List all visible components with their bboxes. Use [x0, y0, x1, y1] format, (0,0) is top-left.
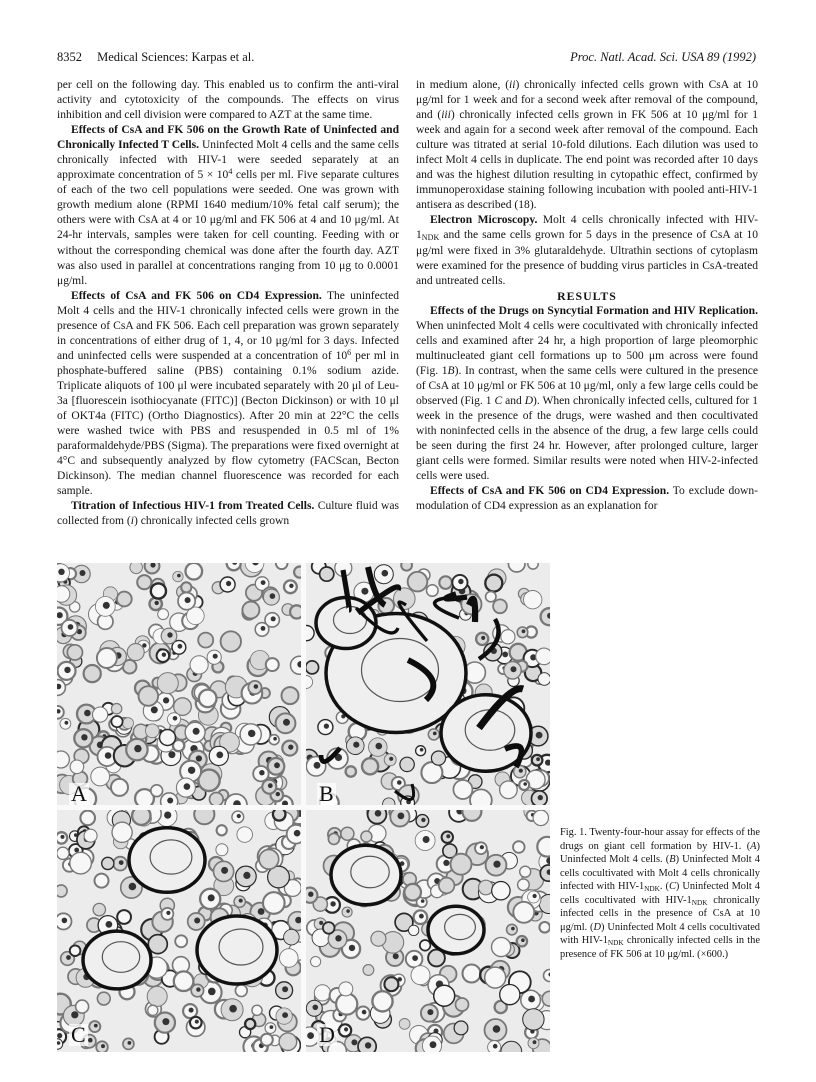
paragraph-growth-rate: Effects of CsA and FK 506 on the Growth Rate of Uninfected and Chronically Infected T Cells. Uninfected Molt 4 cells and the same cells chronically infected with HIV-1 were seeded separately at an approximate concentration of $5 \times 10^4$ cells per ml. Five separate cultures of each of the two cell populations were seeded. One was grown with growth medium alone (RPMI 1640 medium/10% fetal calf serum); the others were with CsA at 4 or 10 μg/ml and FK 506 at 4 and 10 μg/ml. At 24-hr intervals, samples were taken for cell counting. Feeding with or without the corresponding chemical was done after the fourth day. AZT was also used in parallel at concentrations ranging from 10 μg to 0.0001 μg/ml.	[57, 124, 400, 287]
panel-label-c: C	[71, 1022, 86, 1047]
panel-label-b: B	[319, 781, 334, 806]
micrograph-panels	[57, 563, 550, 1052]
run-in-heading: Electron Microscopy.	[430, 214, 538, 227]
micrograph-panel	[299, 563, 550, 813]
paragraph-cd4-expression: Effects of CsA and FK 506 on CD4 Expression. The uninfected Molt 4 cells and the HIV-1 chronically infected cells were grown in the presence of CsA and FK 506. Each cell preparation was grown separately in concentrations of either drug of 1, 4, or 10 μg/ml for 3 days. Infected and uninfected cells were suspended at a concentration of $10^6$ per ml in phosphate-buffered saline (PBS) containing 0.1% sodium azide. Triplicate aliquots of 100 μl were incubated separately with 20 μl of Leu-3a [fluorescein isothiocyanate (FITC)] (Becton Dickinson) or with 10 μl of OKT4a (FITC) (Ortho Diagnostics). After 20 min at 22°C the cells were washed twice with PBS and resuspended in 0.5 ml of 1% paraformaldehyde/PBS (Sigma). The preparations were fixed overnight at 4°C and subsequently analyzed by flow cytometry (FACScan, Becton Dickinson). The median channel fluorescence was recorded for each sample.	[57, 289, 400, 498]
panel-label-a: A	[71, 781, 87, 806]
run-in-heading: Effects of CsA and FK 506 on the Growth Rate of Uninfected and Chronically Infected T Cells.	[57, 124, 399, 152]
paragraph-cd4: Effects of CsA and FK 506 on CD4 Expression. To exclude down-modulation of CD4 expression as an explanation for	[416, 485, 759, 513]
running-header-right: Proc. Natl. Acad. Sci. USA 89 (1992)	[570, 50, 756, 64]
right-column	[416, 78, 758, 514]
micrograph-panel	[57, 804, 309, 1052]
figure-1-micrographs	[57, 563, 550, 1052]
paragraph: per cell on the following day. This enabled us to confirm the anti-viral activity and cytotoxicity of the compounds. The effects on virus inhibition and cell division were compared to AZT at the same time.	[57, 79, 399, 122]
run-in-heading: Effects of CsA and FK 506 on CD4 Expression.	[71, 289, 322, 302]
micrograph-panel	[300, 801, 550, 1052]
panel-label-d: D	[319, 1022, 335, 1047]
run-in-heading: Effects of CsA and FK 506 on CD4 Expression.	[430, 485, 670, 498]
figure-1-caption: Fig. 1. Twenty-four-hour assay for effects of the drugs on giant cell formation by HIV-1. (A) Uninfected Molt 4 cells. (B) Uninfected Molt 4 cells cocultivated with Molt 4 cells chronically infected with HIV-$1_{NDK}$. (C) Uninfected Molt 4 cells cocultivated with HIV-$1_{NDK}$ chronically infected cells in the presence of CsA at 10 μg/ml. (D) Uninfected Molt 4 cells cocultivated with HIV-$1_{NDK}$ chronically infected cells in the presence of FK 506 at 10 μg/ml. (×600.)	[560, 827, 761, 960]
left-column	[57, 78, 399, 529]
page-number: 8352	[57, 50, 82, 64]
paragraph-titration: Titration of Infectious HIV-1 from Treated Cells. Culture fluid was collected from (i) chronically infected cells grown	[57, 500, 400, 528]
paragraph: in medium alone, (ii) chronically infected cells grown with CsA at 10 μg/ml for 1 week and for a second week after removal of the compound, and (iii) chronically infected cells grown in FK 506 at 10 μg/ml for 1 week and again for a second week after removal of the compound. Each culture was titrated at serial 10-fold dilutions. Each dilution was used to infect Molt 4 cells in duplicate. The end point was recorded after 10 days and was the highest dilution resulting in cytopathic effect, confirmed by immunoperoxidase staining following incubation with pooled anti-HIV-1 antisera as described (18).	[416, 79, 758, 212]
run-in-heading: Titration of Infectious HIV-1 from Treated Cells.	[71, 500, 315, 513]
running-header-left	[57, 50, 254, 65]
micrograph-panel	[57, 563, 309, 816]
paragraph-syncytia: Effects of the Drugs on Syncytial Formation and HIV Replication. When uninfected Molt 4 cells were cocultivated with chronically infected cells and examined after 24 hr, a high proportion of large pleomorphic multinucleated giant cell formations up to 500 μm across were found (Fig. 1B). In contrast, when the same cells were cultured in the presence of CsA at 10 μg/ml or FK 506 at 10 μg/ml, only a few large cells could be observed (Fig. 1 C and D). When chronically infected cells, cultured for 1 week in the presence of the drugs, were washed and then cocultivated with noninfected cells in the absence of the drug, a few large cells could be seen during the first 24 hr. However, after prolonged culture, larger giant cells were formed. Similar results were noted when HIV-2-infected cells were used.	[416, 304, 759, 483]
run-in-heading: Effects of the Drugs on Syncytial Formation and HIV Replication.	[430, 304, 758, 317]
paragraph-electron-microscopy: Electron Microscopy. Molt 4 cells chronically infected with HIV-$1_{NDK}$ and the same cells grown for 5 days in the presence of CsA at 10 μg/ml were fixed in 3% glutaraldehyde. Ultrathin sections of cytoplasm were examined for the presence of budding virus particles in CsA-treated and untreated cells.	[416, 214, 759, 287]
results-heading: RESULTS	[557, 288, 617, 303]
journal-section-authors: Medical Sciences: Karpas et al.	[97, 50, 255, 64]
